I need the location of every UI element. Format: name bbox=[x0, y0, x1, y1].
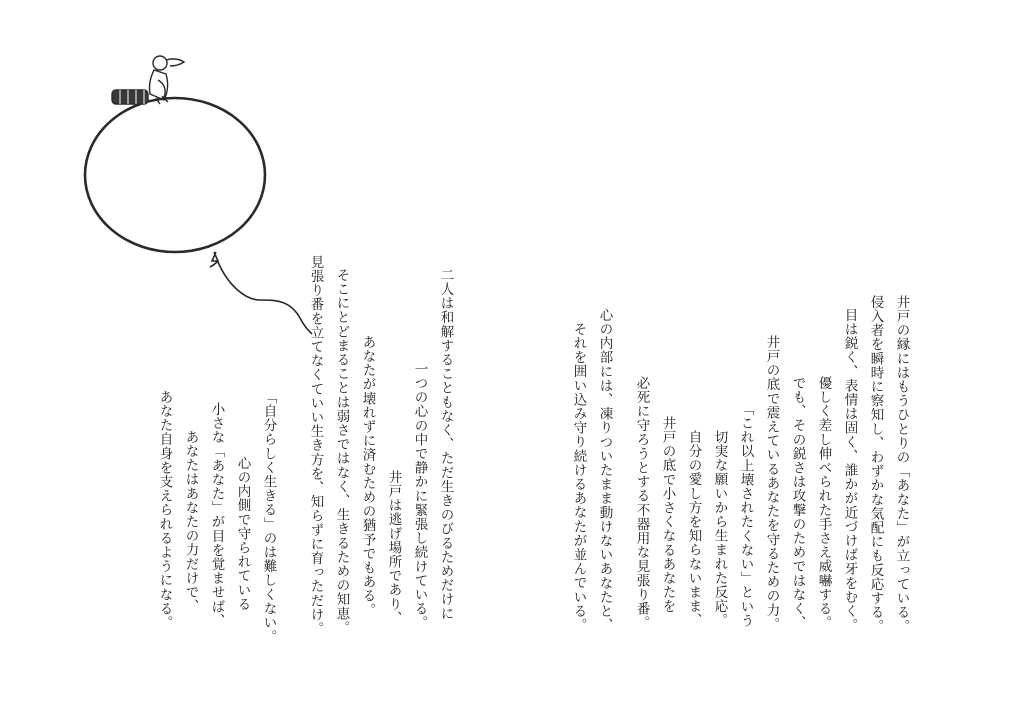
text-column: 切実な願いから生まれた反応。 bbox=[711, 430, 728, 628]
text-column: 小さな「あなた」が目を覚ませば、 bbox=[208, 402, 225, 628]
text-column: 井戸の底で小さくなるあなたを bbox=[659, 416, 676, 614]
text-column: あなた自身を支えられるようになる。 bbox=[156, 390, 173, 630]
text-column: あなたはあなたの力だけで、 bbox=[182, 430, 199, 614]
text-column: 目は鋭く、表情は固く、誰かが近づけば牙をむく。 bbox=[841, 308, 858, 633]
balloon-icon bbox=[85, 98, 265, 252]
balloon-knot-icon bbox=[210, 252, 218, 267]
text-column: 自分の愛し方を知らないまま、 bbox=[685, 430, 702, 628]
text-column: 一つの心の中で静かに緊張し続けている。 bbox=[411, 362, 428, 630]
text-column: でも、その鋭さは攻撃のためではなく、 bbox=[789, 376, 806, 630]
balloon-string-icon bbox=[218, 262, 312, 334]
text-column: それを囲い込み守り続けるあなたが並んでいる。 bbox=[570, 322, 587, 633]
text-column: 「これ以上壊されたくない」という bbox=[737, 402, 754, 628]
text-column: 井戸の縁にはもうひとりの「あなた」が立っている。 bbox=[893, 295, 910, 634]
text-column: 見張り番を立てなくていい生き方を、知らずに育っただけ。 bbox=[307, 255, 324, 636]
text-column: 心の内部には、凍りついたまま動けないあなたと、 bbox=[596, 308, 613, 633]
text-column: 井戸の底で震えているあなたを守るための力。 bbox=[763, 335, 780, 632]
text-column: 心の内側で守られている bbox=[234, 456, 251, 612]
text-column: あなたが壊れずに済むための猶予でもある。 bbox=[359, 335, 376, 617]
text-column: そこにとどまることは弱さではなく、生きるための知恵。 bbox=[333, 268, 350, 635]
text-column: 井戸は逃げ場所であり、 bbox=[385, 470, 402, 626]
text-column: 優しく差し伸べられた手さえ威嚇する。 bbox=[815, 376, 832, 630]
text-column: 必死に守ろうとする不器用な見張り番。 bbox=[633, 376, 650, 630]
text-column: 「自分らしく生きる」のは難しくない。 bbox=[260, 390, 277, 644]
text-column: 侵入者を瞬時に察知し、わずかな気配にも反応する。 bbox=[867, 295, 884, 634]
text-column: 二人は和解することもなく、ただ生きのびるためだけに bbox=[437, 268, 454, 621]
